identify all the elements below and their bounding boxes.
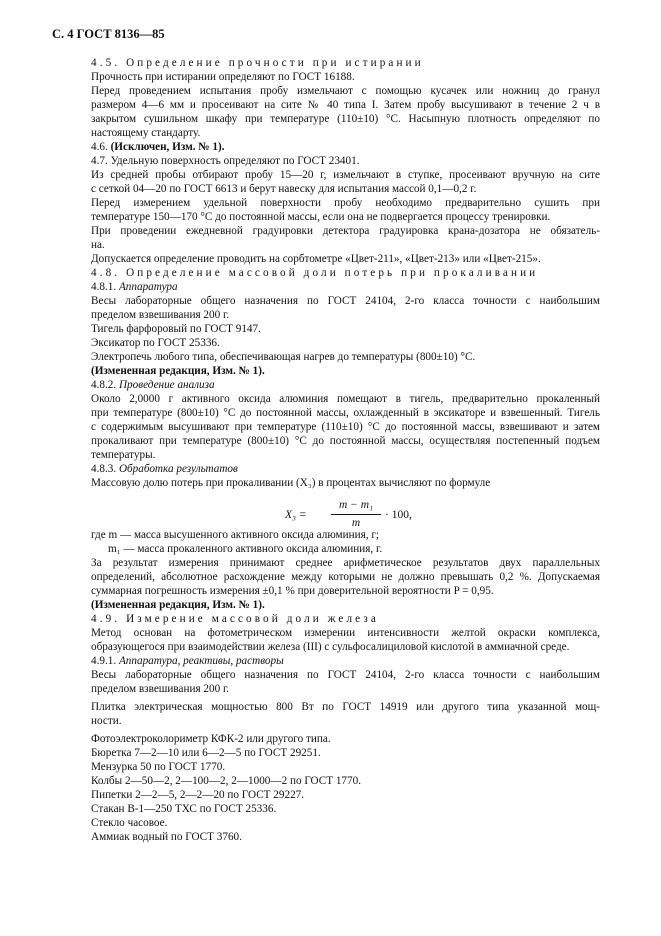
s483-result-line: определений, абсолютное расхождение между которыми не должно превышать 0,2 %. Допускаемая [91,571,600,583]
s482-analysis-line: Около 2,0000 г активного оксида алюминия помещают в тигель, предварительно прокаленный [91,393,600,405]
s482-analysis-line: прокаливают при температуре (800±10) °С до постоянной массы, осуществляя постепенный подъем [91,435,600,447]
s482-analysis-line: при температуре (800±10) °С до постоянной массы, охлажденный в эксикаторе и взвешенный. Тигель [91,407,600,419]
s481-furnace: Электропечь любого типа, обеспечивающая нагрев до температуры (800±10) °С. [91,351,476,363]
s491-list-item: Аммиак водный по ГОСТ 3760. [91,831,242,843]
s45-line-1: Прочность при истирании определяют по ГОСТ 16188. [91,71,355,83]
s483-result-line: За результат измерения принимают среднее арифметическое результатов двух параллельных [91,557,600,569]
s491-list-item: Стакан В-1—250 ТХС по ГОСТ 25336. [91,803,277,815]
formula-numerator: m − m₁ [338,499,374,511]
section-4-5-title: 4.5. Определение прочности при истирании [91,57,424,69]
s483-title: Обработка результатов [118,463,238,475]
s45-para2-line: Перед проведением испытания пробу измельчают с помощью кусачек или ножниц до гранул [91,85,600,97]
formula-denominator: m [351,517,361,529]
s47-para3-line: температуре 150—170 °С до постоянной массы, если она не подвергается процессу тренировки. [91,211,551,223]
s45-para2-line: настоящему стандарту. [91,127,201,139]
s49-method-line: образующегося при взаимодействии железа (III) с сульфосалициловой кислотой в аммиачной среде. [91,641,570,653]
formula-fraction [331,498,381,530]
s483-number: 4.8.3. [91,463,119,475]
s483-edition-note: (Измененная редакция, Изм. № 1). [91,599,265,611]
section-4-8-3 [91,462,600,476]
s491-list-item: Фотоэлектроколориметр КФК-2 или другого типа. [91,733,331,745]
s491-list-item: Колбы 2—50—2, 2—100—2, 2—1000—2 по ГОСТ 1770. [91,775,362,787]
section-4-8-2 [91,378,600,392]
formula-where-line-1: где m — масса высушенного активного оксида алюминия, г; [91,529,380,541]
formula-intro: Массовую долю потерь при прокаливании (X₃) в процентах вычисляют по формуле [91,477,491,489]
s491-number: 4.9.1. [91,655,119,667]
s46-text: (Исключен, Изм. № 1). [110,141,225,153]
s481-edition-note: (Измененная редакция, Изм. № 1). [91,365,265,377]
section-4-7-title: 4.7. Удельную поверхность определяют по ГОСТ 23401. [91,155,360,167]
section-4-8-title: 4.8. Определение массовой доли потерь при прокаливании [91,267,539,279]
page-header: С. 4 ГОСТ 8136—85 [52,27,165,41]
s481-number: 4.8.1. [91,281,119,293]
section-4-8-1 [91,280,600,294]
s47-para4-line: При проведении ежедневной градуировки детектора градуировка крана-дозатора не обязатель- [91,225,600,237]
s481-desiccator: Эксикатор по ГОСТ 25336. [91,337,220,349]
s482-number: 4.8.2. [91,379,119,391]
s482-title: Проведение анализа [118,379,215,391]
s46-number: 4.6. [91,141,111,153]
s49-method-line: Метод основан на фотометрическом измерении интенсивности желтой окраски комплекса, [91,627,600,639]
s483-result-line: суммарная погрешность измерения ±0,1 % при доверительной вероятности P = 0,95. [91,585,494,597]
s491-scales-line: Весы лабораторные общего назначения по ГОСТ 24104, 2-го класса точности с наибольшим [91,669,600,681]
s481-scales-line: Весы лабораторные общего назначения по ГОСТ 24104, 2-го класса точности с наибольшим [91,295,600,307]
fraction-bar [331,514,381,515]
s47-para4-line: на. [91,239,105,251]
s482-analysis-line: температуры. [91,449,156,461]
s491-hotplate-line: ности. [91,715,122,727]
s491-list-item: Пипетки 2—2—5, 2—2—20 по ГОСТ 29227. [91,789,305,801]
s491-hotplate-line: Плитка электрическая мощностью 800 Вт по ГОСТ 14919 или другого типа указанной мощ- [91,701,600,713]
s491-list-item: Бюретка 7—2—10 или 6—2—5 по ГОСТ 29251. [91,747,321,759]
s45-para2-line: размером 4—6 мм и просеивают на сите № 40 типа I. Затем пробу высушивают в течение 2 ч в [91,99,600,111]
section-4-9-1 [91,654,600,668]
s491-list-item: Стекло часовое. [91,817,168,829]
s491-title: Аппаратура, реактивы, растворы [118,655,284,667]
s47-para2-line: с сеткой 04—20 по ГОСТ 6613 и берут навеску для испытания массой 0,1—0,2 г. [91,183,477,195]
s47-para5: Допускается определение проводить на сорбтометре «Цвет-211», «Цвет-213» или «Цвет-215». [91,253,541,265]
section-4-9-title: 4.9. Измерение массовой доли железа [91,613,379,625]
s481-title: Аппаратура [118,281,178,293]
s47-para3-line: Перед измерением удельной поверхности пробу необходимо предварительно сушить при [91,197,600,209]
formula-where-line-2: m₁ — масса прокаленного активного оксида алюминия, г. [108,543,383,555]
formula-lhs: X₃ = [285,509,307,521]
formula-rhs: · 100, [385,509,412,521]
s491-scales-line: пределом взвешивания 200 г. [91,683,230,695]
s491-list-item: Мензурка 50 по ГОСТ 1770. [91,761,226,773]
s47-para2-line: Из средней пробы отбирают пробу 15—20 г, измельчают в ступке, просеивают вручную на сите [91,169,600,181]
section-4-6 [91,140,600,154]
s482-analysis-line: с содержимым высушивают при температуре (110±10) °С до постоянной массы, взвешивают и затем [91,421,600,433]
s481-crucible: Тигель фарфоровый по ГОСТ 9147. [91,323,261,335]
s45-para2-line: закрытом сушильном шкафу при температуре (110±10) °С. Насыпную плотность определяют по [91,113,600,125]
s481-scales-line: пределом взвешивания 200 г. [91,309,230,321]
